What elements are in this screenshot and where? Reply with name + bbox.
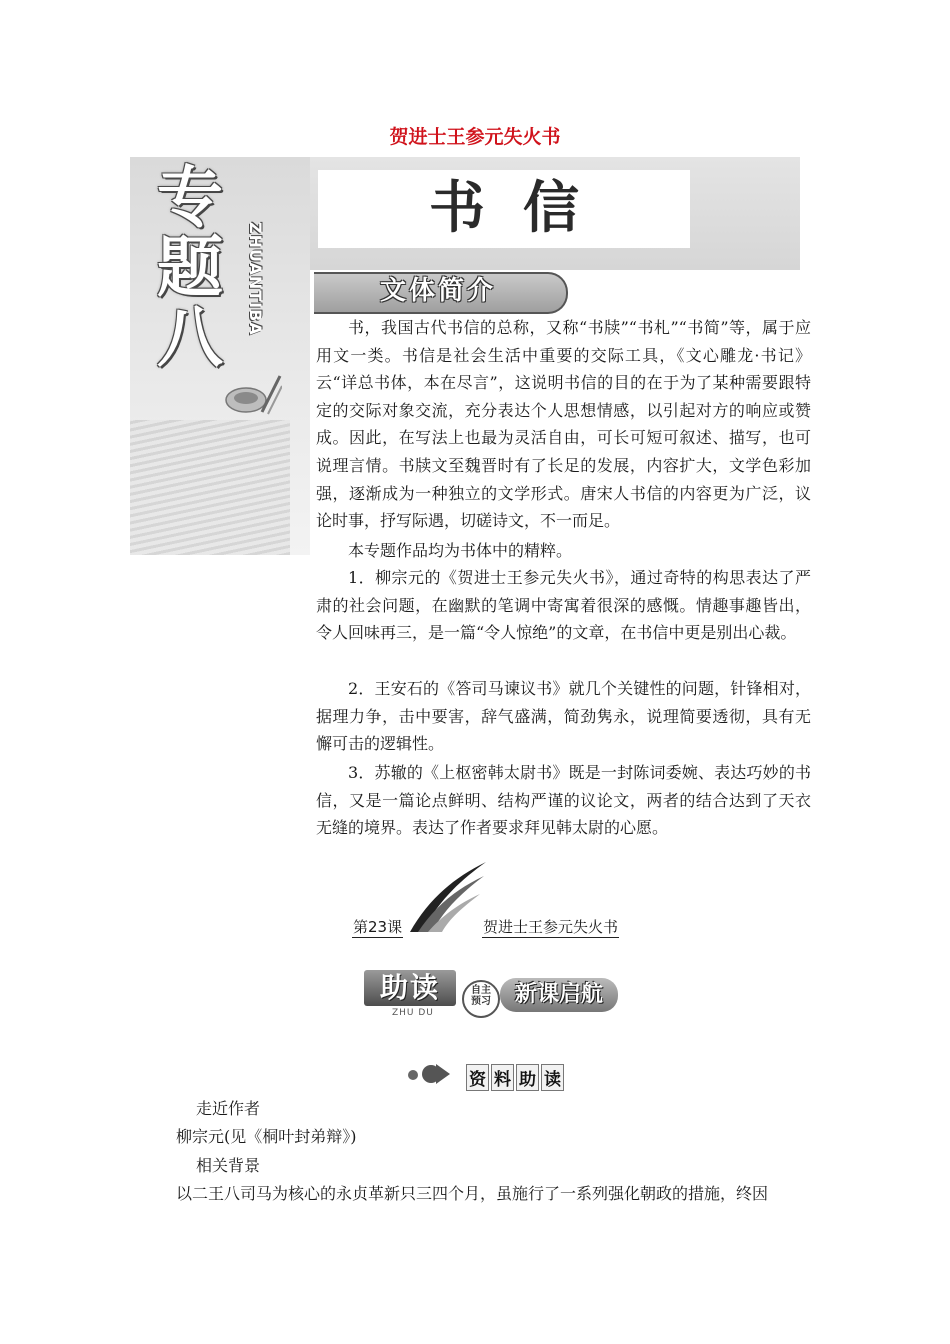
topic-char-2: 题 (157, 229, 223, 306)
section-header-char-2: 料 (491, 1064, 514, 1091)
intro-paragraph-2: 本专题作品均为书体中的精粹。 (348, 541, 573, 560)
subheading-author: 走近作者 (196, 1099, 261, 1118)
guide-banner-pinyin: ZHU DU (392, 1008, 434, 1018)
section-header (466, 1064, 566, 1091)
guide-badge-line1: 自主 (471, 985, 491, 996)
lesson-number: 第23课 (353, 918, 403, 936)
inkstone-brush-icon (222, 372, 282, 418)
author-reference: 柳宗元(见《桐叶封弟辩》) (176, 1127, 357, 1146)
swoosh-decoration (408, 860, 488, 934)
section-header-char-4: 读 (541, 1064, 564, 1091)
section-header-char-1: 资 (466, 1064, 489, 1091)
guide-badge-line2: 预习 (471, 996, 491, 1007)
intro-paragraph-1: 书，我国古代书信的总称，又称“书牍”“书札”“书简”等，属于应用文一类。书信是社会生活中重要的交际工具，《文心雕龙·书记》云“详总书体，本在尽言”，这说明书信的目的在于为了某种需要跟特定的交际对象交流，充分表达个人思想情感，以引起对方的响应或赞成。因此，在写法上也最为灵活自由，可长可短可叙述、描写，也可说理言情。书牍文至魏晋时有了长足的发展，内容扩大，文学色彩加强，逐渐成为一种独立的文学形式。唐宋人书信的内容更为广泛，议论时事，抒写际遇，切磋诗文，不一而足。 (316, 318, 811, 531)
intro-paragraph-5: 3．苏辙的《上枢密韩太尉书》既是一封陈词委婉、表达巧妙的书信，又是一篇论点鲜明、结构严谨的议论文，两者的结合达到了天衣无缝的境界。表达了作者要求拜见韩太尉的心愿。 (316, 763, 811, 838)
banner-title: 书信 (429, 176, 617, 241)
document-title: 贺进士王参元失火书 (389, 126, 561, 148)
guide-badge-text (462, 985, 500, 1007)
section-arrow-icon (436, 1064, 450, 1084)
section-header-char-3: 助 (516, 1064, 539, 1091)
lesson-title: 贺进士王参元失火书 (483, 918, 619, 936)
background-text: 以二王八司马为核心的永贞革新只三四个月，虽施行了一系列强化朝政的措施，终因 (176, 1184, 769, 1203)
topic-pinyin: ZHUANTIBA (246, 222, 265, 336)
genre-intro-label: 文体简介 (379, 276, 496, 306)
intro-paragraph-4: 2．王安石的《答司马谏议书》就几个关键性的问题，针锋相对，据理力争，击中要害，辞气盛满，简劲隽永，说理简要透彻，具有无懈可击的逻辑性。 (316, 679, 811, 754)
guide-banner-sub: 新课启航 (514, 982, 603, 1007)
topic-char-3: 八 (157, 299, 223, 376)
guide-banner-main: 助读 (379, 971, 440, 1004)
subheading-background: 相关背景 (196, 1156, 261, 1175)
intro-paragraph-3: 1．柳宗元的《贺进士王参元失火书》，通过奇特的构思表达了严肃的社会问题，在幽默的笔调中寄寓着很深的感慨。情趣事趣皆出，令人回味再三，是一篇“令人惊绝”的文章，在书信中更是别出心裁。 (316, 568, 811, 643)
topic-char-1: 专 (157, 159, 223, 236)
section-dot-small (408, 1070, 418, 1080)
book-pages-illustration (130, 420, 290, 555)
